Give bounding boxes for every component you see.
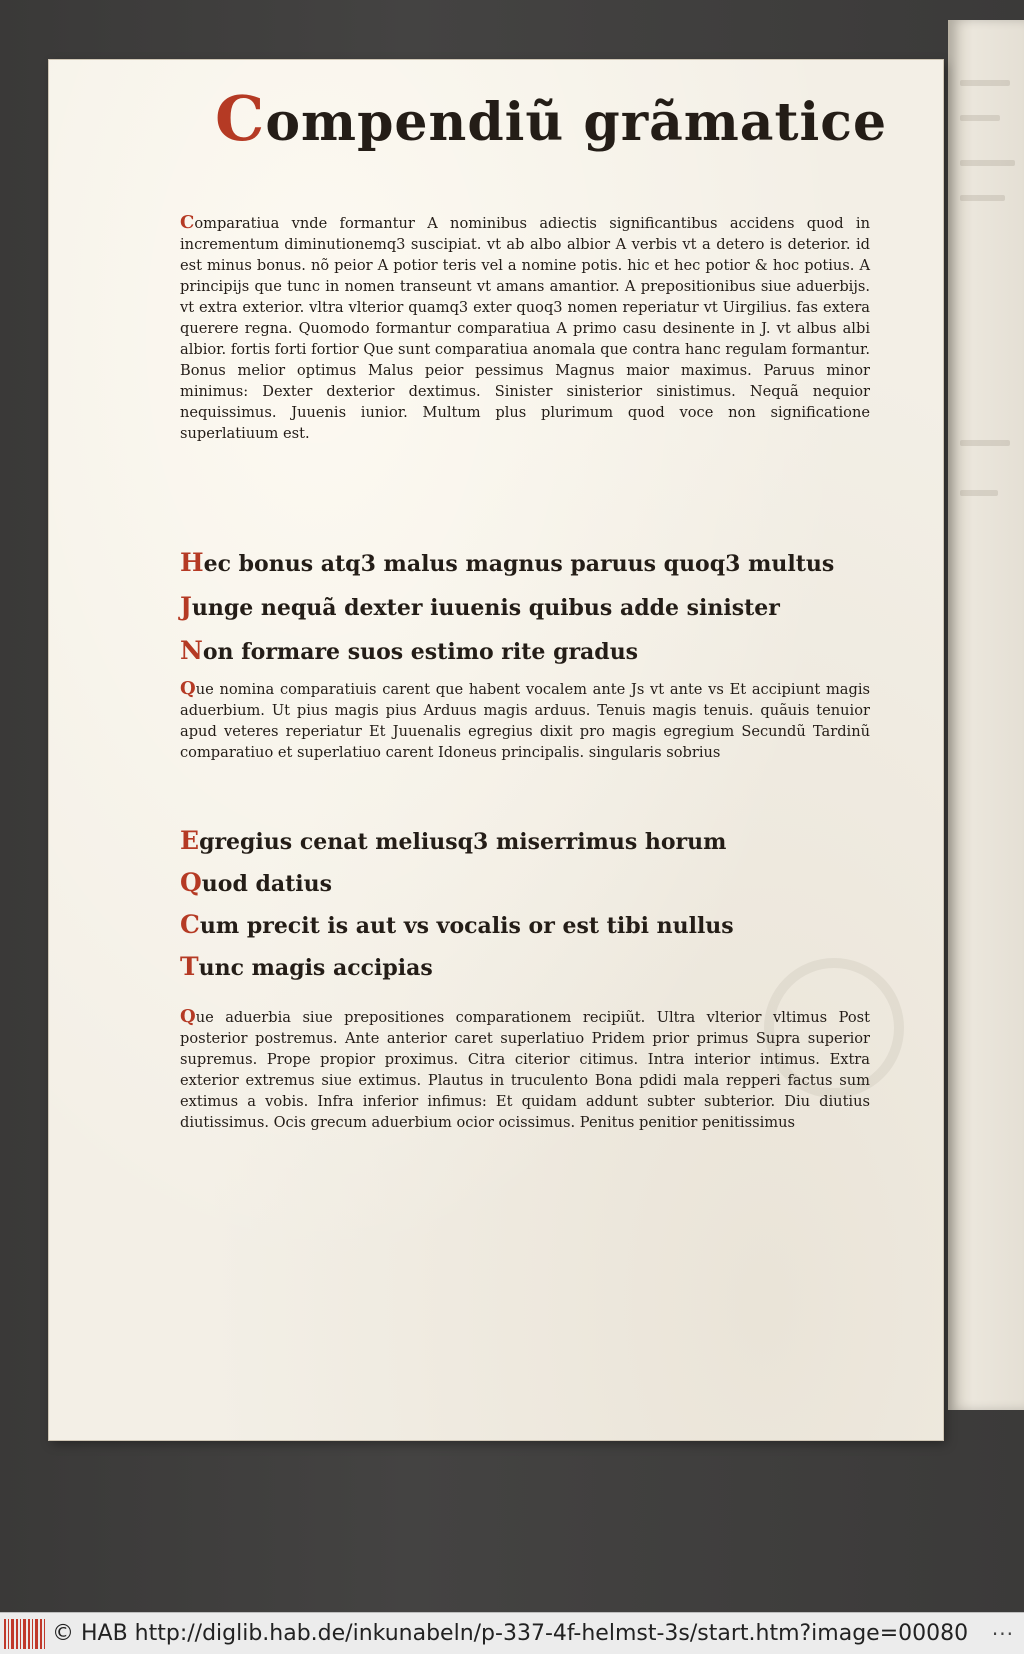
verse-initial: T [180,952,199,981]
verse-line [180,868,332,897]
paragraph-text: ue aduerbia siue prepositiones comparationem recipiũt. Ultra vlterior vltimus Post posterior postremus. Ante anterior caret superlatiuo Pridem prior primus Supra superior supremus. Prope propior proximus. Citra citerior citimus. Intra interior intimus. Extra exterior extremus siue extimus. Plautus in truculento Bona pdidi mala repperi factus sum extimus a vobis. Infra inferior infimus: Et quidam addunt subter subterior. Diu diutius diutissimus. Ocis grecum aduerbium ocior ocissimus. Penitus penitior penitissimus [180,1009,870,1131]
title-initial: C [215,82,266,155]
status-url[interactable]: © HAB http://diglib.hab.de/inkunabeln/p-337-4f-helmst-3s/start.htm?image=00080 [52,1621,969,1646]
verse-initial: E [180,826,200,855]
verse-text: ec bonus atq3 malus magnus paruus quoq3 multus [203,551,835,577]
ghost-text [960,160,1015,166]
ghost-text [960,195,1005,201]
more-icon[interactable]: ··· [991,1621,1014,1646]
paragraph-comparatives [180,212,870,444]
verse-line [180,910,734,939]
paragraph-text: ue nomina comparatiuis carent que habent vocalem ante Js vt ante vs Et accipiunt magis aduerbium. Ut pius magis pius Arduus magis arduus. Tenuis magis tenuis. quãuis tenuior apud veteres reperiatur Et Juuenalis egregius dixit pro magis egregium Secundũ Tardinũ comparatiuo et superlatiuo carent Idoneus principalis. singularis sobrius [180,681,870,761]
title-text: ompendiũ grãmatice [265,92,888,153]
verse-initial: H [180,548,204,577]
ghost-text [960,490,998,496]
page-title [215,82,888,155]
verse-text: unc magis accipias [198,955,433,981]
verse-text: uod datius [201,871,333,897]
paragraph-initial: Q [180,1006,196,1027]
verse-text: um precit is aut vs vocalis or est tibi nullus [199,913,734,939]
verse-text: gregius cenat meliusq3 miserrimus horum [199,829,727,855]
paragraph-adverbs [180,1006,870,1133]
ghost-text [960,440,1010,446]
status-bar [0,1612,1024,1654]
paragraph-initial: C [180,212,195,233]
verse-line [180,952,433,981]
verse-initial: Q [180,868,202,897]
paragraph-text: omparatiua vnde formantur A nominibus adiectis significantibus accidens quod in incrementum diminutionemq3 suscipiat. vt ab albo albior A verbis vt a detero is deterior. id est minus bonus. nõ peior A potior teris vel a nomine potis. hic et hec potior & hoc potius. A principijs que tunc in nomen transeunt vt amans amantior. A prepositionibus siue aduerbijs. vt extra exterior. vltra vlterior quamq3 exter quoq3 nomen reperiatur vt Uirgilius. fas extera querere regna. Quomodo formantur comparatiua A primo casu desinente in J. vt albus albi albior. fortis forti fortior Que sunt comparatiua anomala que contra hanc regulam formantur. Bonus melior optimus Malus peior pessimus Magnus maior maximus. Paruus minor minimus: Dexter dexterior dextimus. Sinister sinisterior sinistimus. Nequã nequior nequissimus. Juuenis iunior. Multum plus plurimum quod voce non significatione superlatiuum est. [180,215,870,442]
ghost-text [960,115,1000,121]
facing-page-edge [948,20,1024,1410]
verse-line [180,548,834,577]
verse-initial: J [180,592,192,621]
paragraph-no-comparatives [180,678,870,763]
barcode-icon [4,1619,46,1649]
ghost-text [960,80,1010,86]
verse-text: on formare suos estimo rite gradus [202,639,639,665]
verse-line [180,826,726,855]
verse-initial: N [180,636,203,665]
verse-line [180,592,780,621]
paragraph-initial: Q [180,678,196,699]
verse-initial: C [180,910,200,939]
verse-text: unge nequã dexter iuuenis quibus adde sinister [191,595,780,621]
verse-line [180,636,638,665]
